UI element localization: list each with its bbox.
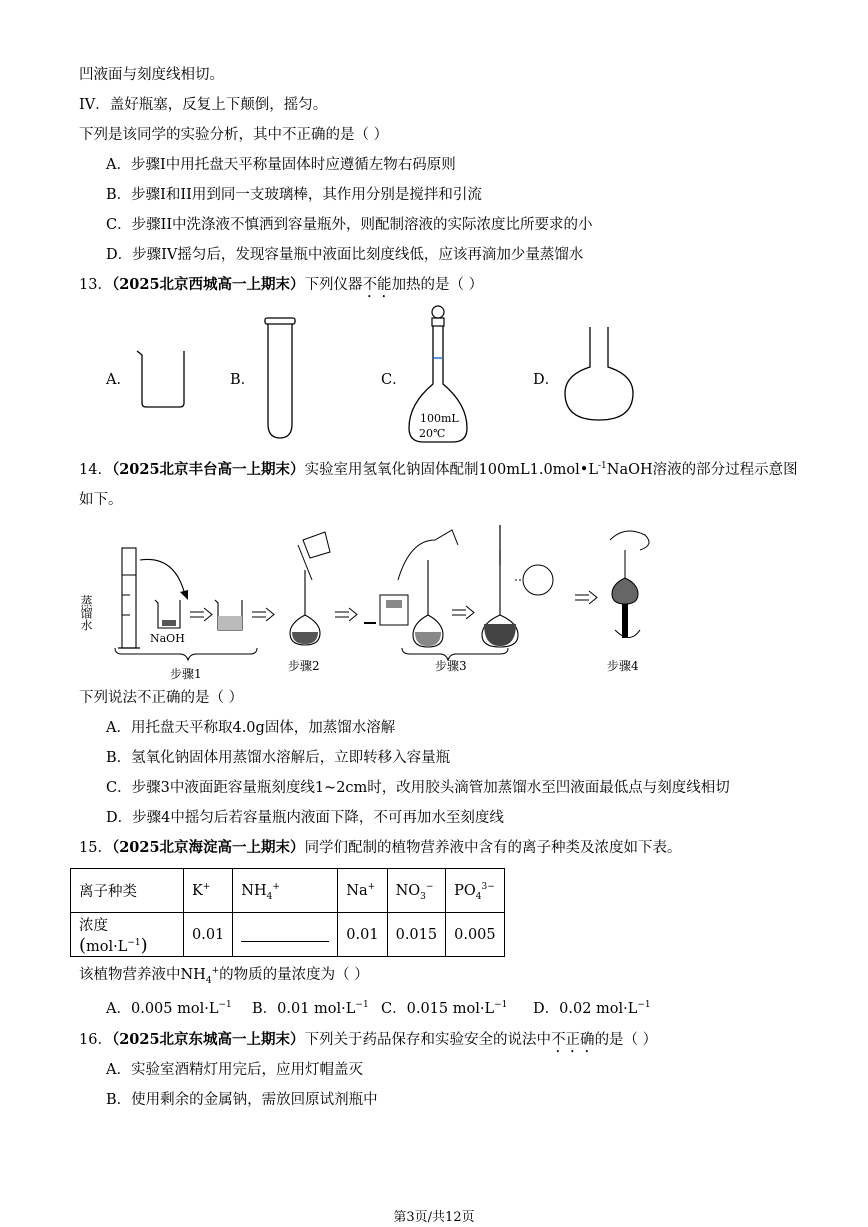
option-label-d: D．	[533, 372, 560, 388]
question-text: 该植物营养液中NH	[79, 967, 206, 983]
unit: mol·L	[86, 938, 128, 955]
superscript: −1	[494, 1000, 508, 1011]
arrow-icon	[190, 608, 212, 621]
test-tube-icon	[262, 316, 302, 441]
table-cell	[233, 913, 338, 957]
ion-symbol: K	[192, 882, 203, 899]
flask-temp-label: 20℃	[419, 427, 446, 440]
table-cell	[446, 869, 505, 913]
option-d: D．步骤4中摇匀后若容量瓶内液面下降，不可再加水至刻度线	[106, 810, 504, 826]
hand-icon	[610, 531, 649, 550]
text-line: 如下。	[79, 492, 123, 508]
table-cell: 0.01	[184, 913, 233, 957]
arrow-icon	[335, 608, 357, 621]
subscript: 4	[475, 891, 482, 902]
ion-symbol: NH	[241, 882, 267, 899]
row-label: 浓度	[79, 917, 108, 934]
question-number: 15．	[79, 840, 112, 856]
step-4-label: 步骤4	[607, 659, 639, 673]
distilled-water-label: 蒸馏水	[79, 595, 93, 631]
question-source: （2025北京丰台高一上期末）	[111, 461, 305, 478]
option-label-a: A．	[106, 372, 131, 388]
question-prompt: 下列是该同学的实验分析，其中不正确的是（ ）	[79, 127, 389, 143]
superscript: −	[425, 881, 434, 892]
table-cell	[184, 869, 233, 913]
naoh-solid	[162, 620, 176, 626]
question-prompt	[79, 965, 369, 985]
beaker-icon	[132, 345, 192, 410]
option-c: C．步骤II中洗涤液不慎洒到容量瓶外，则配制溶液的实际浓度比所要求的小	[106, 217, 593, 233]
step-3-label: 步骤3	[435, 659, 467, 673]
table-cell	[338, 869, 387, 913]
option-value: 0.01 mol·L	[277, 1001, 356, 1017]
ion-symbol: Na	[346, 882, 368, 899]
option-value: 0.02 mol·L	[559, 1001, 638, 1017]
subscript: 4	[205, 975, 212, 986]
question-text: 下列关于药品保存和实验安全的说法中	[304, 1032, 552, 1048]
option-label: A．	[106, 1001, 131, 1017]
question-number: 16．	[79, 1032, 112, 1048]
option-label: D．	[533, 1001, 560, 1017]
question-text: 下列仪器	[304, 277, 363, 293]
option-d: D．步骤IV摇匀后，发现容量瓶中液面比刻度线低，应该再滴加少量蒸馏水	[106, 247, 584, 263]
option-a: A．实验室酒精灯用完后，应用灯帽盖灭	[106, 1062, 363, 1078]
flask-volume-label: 100mL	[420, 412, 459, 425]
table-cell	[233, 869, 338, 913]
table-cell: 0.015	[387, 913, 446, 957]
arrow-icon	[252, 608, 274, 621]
option-d	[533, 999, 651, 1019]
ion-symbol: NO	[395, 882, 421, 899]
solution	[218, 616, 242, 630]
ion-symbol: PO	[454, 882, 476, 899]
superscript: -1	[597, 461, 607, 472]
option-label: B．	[252, 1001, 278, 1017]
table-cell: 浓度$(mol\cdot L^{-1})$	[71, 913, 184, 957]
question-number: 13．	[79, 277, 112, 293]
answer-blank	[241, 927, 329, 942]
page-number: 第3页/共12页	[393, 1210, 475, 1225]
question-16	[79, 1030, 657, 1056]
brace	[115, 648, 257, 660]
table-cell	[387, 869, 446, 913]
superscript: −1	[127, 937, 141, 948]
question-number: 14．	[79, 462, 112, 478]
option-b	[252, 999, 369, 1019]
superscript: −1	[218, 1000, 232, 1011]
pouring-beaker	[303, 532, 330, 558]
question-text: 加热的是（ ）	[391, 277, 484, 293]
question-text: 的是（ ）	[594, 1032, 658, 1048]
emphasis-text: 不能	[362, 277, 392, 293]
volumetric-flask-icon	[612, 550, 638, 604]
option-b: B．氢氧化钠固体用蒸馏水溶解后，立即转移入容量瓶	[106, 750, 451, 766]
subscript: 3	[420, 891, 426, 902]
solution-preparation-figure	[80, 520, 680, 680]
superscript: 3−	[481, 881, 495, 892]
step-2-label: 步骤2	[288, 659, 320, 673]
magnifier-circle	[523, 565, 553, 595]
step-1-label: 步骤1	[170, 667, 202, 681]
text-line: IV．盖好瓶塞，反复上下颠倒，摇匀。	[79, 97, 328, 113]
round-bottom-flask-icon	[563, 325, 638, 425]
superscript: +	[211, 966, 220, 977]
table-row	[71, 913, 505, 957]
question-text: 同学们配制的植物营养液中含有的离子种类及浓度如下表。	[304, 840, 682, 856]
superscript: +	[367, 881, 376, 892]
option-value: 0.015 mol·L	[406, 1001, 495, 1017]
question-source: （2025北京西城高一上期末）	[111, 276, 305, 293]
question-14	[79, 460, 798, 480]
question-text: 实验室用氢氧化钠固体配制100mL1.0mol•L	[304, 462, 598, 478]
option-c: C．步骤3中液面距容量瓶刻度线1~2cm时，改用胶头滴管加蒸馏水至凹液面最低点与刻度线相切	[106, 780, 730, 796]
graduated-cylinder-icon	[118, 548, 140, 648]
option-label-c: C．	[381, 372, 407, 388]
ion-concentration-table	[70, 868, 505, 957]
option-label: C．	[381, 1001, 407, 1017]
table-cell: 离子种类	[71, 869, 184, 913]
table-cell: 0.01	[338, 913, 387, 957]
text-line: 凹液面与刻度线相切。	[79, 67, 224, 83]
naoh-label: NaOH	[150, 632, 185, 645]
superscript: +	[272, 881, 280, 892]
question-text: NaOH溶液的部分过程示意图	[606, 462, 798, 478]
emphasis-text: 不正确	[551, 1032, 595, 1048]
option-b: B．使用剩余的金属钠，需放回原试剂瓶中	[106, 1092, 378, 1108]
question-source: （2025北京海淀高一上期末）	[111, 839, 305, 856]
wash-bottle-icon	[380, 595, 408, 625]
question-prompt: 下列说法不正确的是（ ）	[79, 690, 244, 706]
table-cell: 0.005	[446, 913, 505, 957]
superscript: +	[202, 881, 211, 892]
arrow-icon	[452, 606, 474, 619]
superscript: −1	[637, 1000, 651, 1011]
question-source: （2025北京东城高一上期末）	[111, 1031, 305, 1048]
pour-arrow	[140, 559, 185, 595]
question-13	[79, 275, 483, 301]
option-c	[381, 999, 507, 1019]
subscript: 4	[266, 891, 273, 902]
option-b: B．步骤I和II用到同一支玻璃棒，其作用分别是搅拌和引流	[106, 187, 482, 203]
option-a: A．用托盘天平称取4.0g固体，加蒸馏水溶解	[106, 720, 396, 736]
option-a: A．步骤I中用托盘天平称量固体时应遵循左物右码原则	[106, 157, 456, 173]
option-label-b: B．	[230, 372, 256, 388]
arrow-head	[180, 590, 188, 600]
option-value: 0.005 mol·L	[130, 1001, 219, 1017]
question-15	[79, 838, 682, 858]
option-a	[106, 999, 232, 1019]
superscript: −1	[355, 1000, 369, 1011]
question-text: 的物质的量浓度为（ ）	[219, 967, 369, 983]
arrow-icon	[575, 591, 597, 604]
table-row	[71, 869, 505, 913]
volumetric-flask-icon	[405, 304, 475, 446]
